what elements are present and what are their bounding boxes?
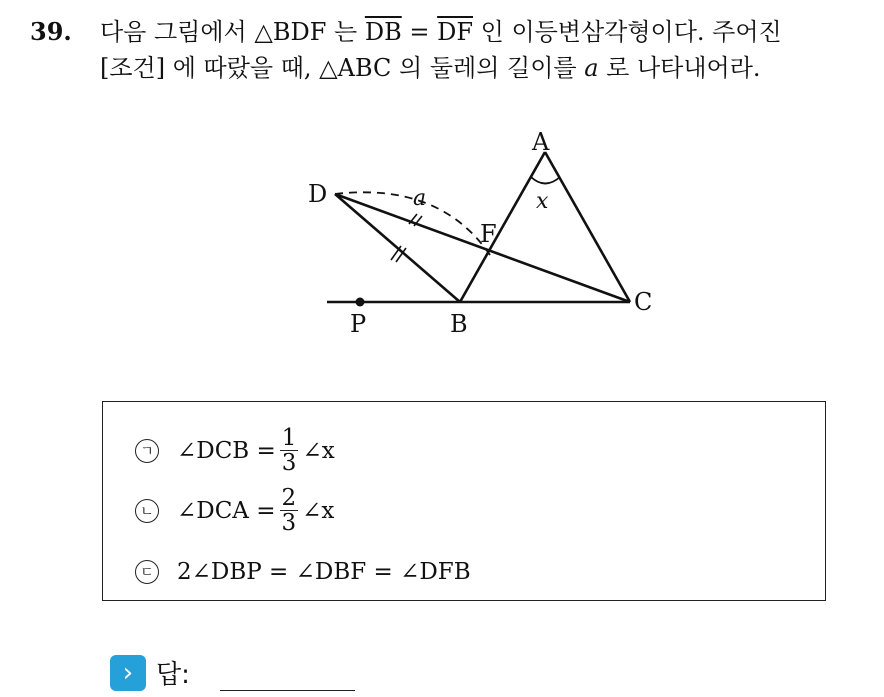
label-c: C <box>634 288 653 316</box>
text: 는 <box>326 18 365 46</box>
condition-3-text: 2∠DBP = ∠DBF = ∠DFB <box>177 559 471 585</box>
numerator: 2 <box>281 485 297 511</box>
text: 의 둘레의 길이를 <box>391 54 585 82</box>
segment-df: $\overline{DF}$ <box>437 18 473 46</box>
answer-blank[interactable] <box>220 654 355 691</box>
chevron-right-icon: › <box>110 655 146 691</box>
figure-svg <box>300 122 700 352</box>
point-p <box>356 298 365 307</box>
equals: = <box>401 18 438 46</box>
text: 인 이등변삼각형이다. 주어진 <box>473 18 782 46</box>
angle-x-arc <box>531 177 560 184</box>
label-p: P <box>350 310 367 338</box>
problem-line-2 <box>30 50 870 86</box>
condition-2-rhs: ∠x <box>302 497 335 524</box>
answer-label: 답: <box>156 660 190 690</box>
label-a: A <box>532 128 550 156</box>
problem-number: 39. <box>30 17 72 46</box>
text: [조건] 에 따랐을 때, <box>100 54 320 82</box>
triangle-abc: △ABC <box>319 54 392 82</box>
condition-3 <box>135 559 471 585</box>
triangle-bdf: △BDF <box>254 18 327 46</box>
label-x-angle: x <box>536 189 549 214</box>
label-f: F <box>480 220 497 248</box>
answer-area <box>110 654 355 691</box>
condition-1-rhs: ∠x <box>302 437 335 464</box>
geometry-figure <box>300 122 700 352</box>
segment-dc-line <box>335 194 630 302</box>
text: 다음 그림에서 <box>100 18 255 46</box>
text: 로 나타내어라. <box>598 54 761 82</box>
label-d: D <box>308 180 328 208</box>
condition-2-lhs: ∠DCA = <box>177 497 276 524</box>
fraction-2 <box>280 486 299 535</box>
conditions-box <box>102 401 826 601</box>
problem-statement <box>30 14 870 86</box>
condition-marker-3: ㄷ <box>135 560 159 584</box>
segment-db: $\overline{DB}$ <box>364 18 402 46</box>
denominator: 3 <box>281 450 297 476</box>
numerator: 1 <box>281 425 297 451</box>
label-a-length: a <box>413 186 427 211</box>
segment-ac-line <box>545 152 630 302</box>
problem-line-1 <box>30 14 870 50</box>
condition-2 <box>135 486 334 535</box>
denominator: 3 <box>281 510 297 536</box>
segment-db-line <box>335 194 460 302</box>
condition-1 <box>135 426 335 475</box>
label-b: B <box>450 310 468 338</box>
fraction-1 <box>280 426 299 475</box>
condition-1-lhs: ∠DCB = <box>177 437 276 464</box>
condition-marker-2: ㄴ <box>135 499 159 523</box>
variable-a: a <box>584 54 599 82</box>
segment-ba-line <box>460 152 545 302</box>
condition-marker-1: ㄱ <box>135 439 159 463</box>
